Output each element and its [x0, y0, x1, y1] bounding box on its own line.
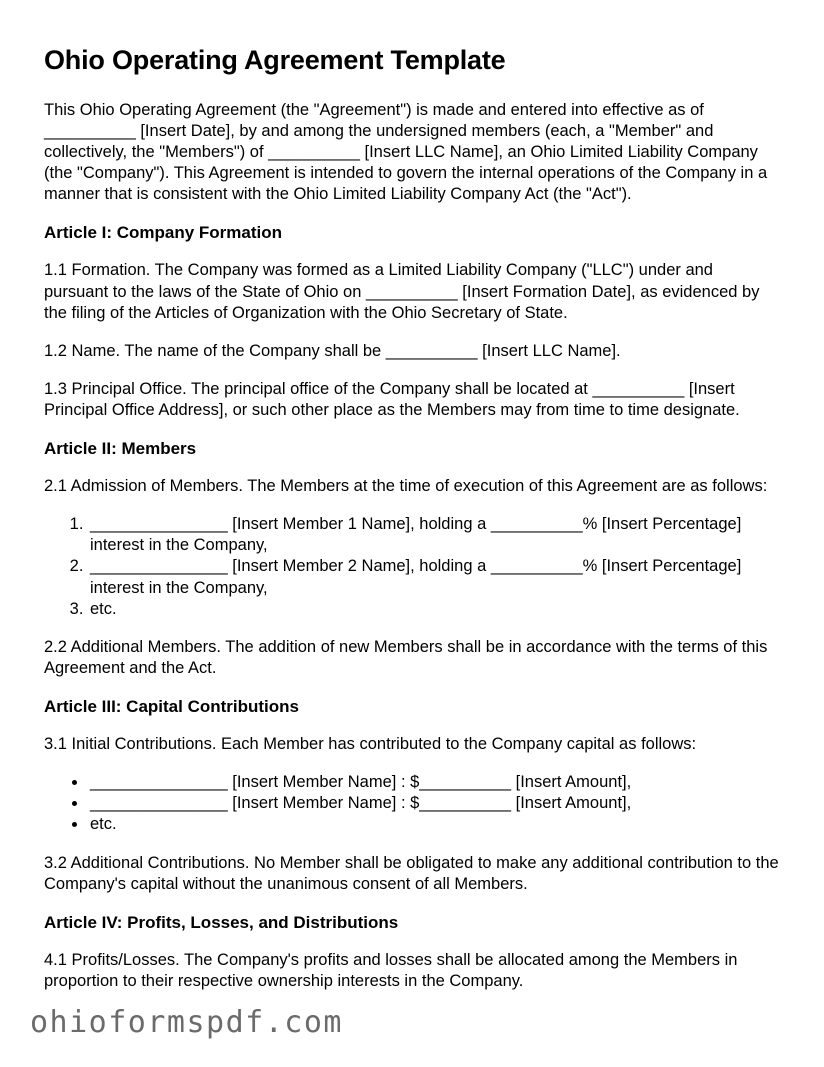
section-3-1: 3.1 Initial Contributions. Each Member has contributed to the Company capital as follows: [44, 735, 697, 754]
section-2-2: 2.2 Additional Members. The addition of new Members shall be in accordance with the terms of this Agreement and the Act. [44, 637, 768, 677]
article-heading-1: Article I: Company Formation [44, 223, 283, 243]
article-heading-3: Article III: Capital Contributions [44, 697, 300, 717]
section-1-3: 1.3 Principal Office. The principal office of the Company shall be located at __________ [Insert Principal Office Address], or such other place as the Members may from time to time designate. [44, 379, 740, 419]
section-1-2: 1.2 Name. The name of the Company shall be __________ [Insert LLC Name]. [44, 341, 621, 360]
list-item: 3. etc. [88, 599, 780, 620]
list-item: 2. _______________ [Insert Member 2 Name], holding a __________% [Insert Percentage] interest in the Company, [88, 556, 780, 598]
section-4-1: 4.1 Profits/Losses. The Company's profits and losses shall be allocated among the Members in proportion to their respective ownership interests in the Company. [44, 950, 738, 990]
section-3-2: 3.2 Additional Contributions. No Member shall be obligated to make any additional contribution to the Company's capital without the unanimous consent of all Members. [44, 853, 779, 893]
list-item: 1. _______________ [Insert Member 1 Name], holding a __________% [Insert Percentage] interest in the Company, [88, 514, 780, 556]
contributions-bullet-list [44, 772, 780, 835]
page-title: Ohio Operating Agreement Template [44, 45, 506, 75]
list-item: • _______________ [Insert Member Name] : $__________ [Insert Amount], [88, 772, 780, 793]
list-item: • etc. [88, 814, 780, 835]
members-numbered-list [44, 514, 780, 620]
article-heading-4: Article IV: Profits, Losses, and Distributions [44, 912, 399, 932]
intro-paragraph: This Ohio Operating Agreement (the "Agreement") is made and entered into effective as of __________ [Insert Date], by and among the undersigned members (each, a "Member" and collectively, the "Members") of __________ [Insert LLC Name], an Ohio Limited Liability Company (the "Company"). This Agreement is intended to govern the internal operations of the Company in a manner that is consistent with the Ohio Limited Liability Company Act (the "Act"). [44, 100, 768, 204]
section-2-1: 2.1 Admission of Members. The Members at the time of execution of this Agreement are as follows: [44, 477, 768, 496]
document-content [44, 44, 780, 1009]
section-1-1: 1.1 Formation. The Company was formed as a Limited Liability Company ("LLC") under and pursuant to the laws of the State of Ohio on __________ [Insert Formation Date], as evidenced by the filing of the Articles of Organization with the Ohio Secretary of State. [44, 261, 760, 322]
watermark: ohioformspdf.com [30, 1005, 343, 1040]
article-heading-2: Article II: Members [44, 439, 197, 459]
list-item: • _______________ [Insert Member Name] : $__________ [Insert Amount], [88, 793, 780, 814]
